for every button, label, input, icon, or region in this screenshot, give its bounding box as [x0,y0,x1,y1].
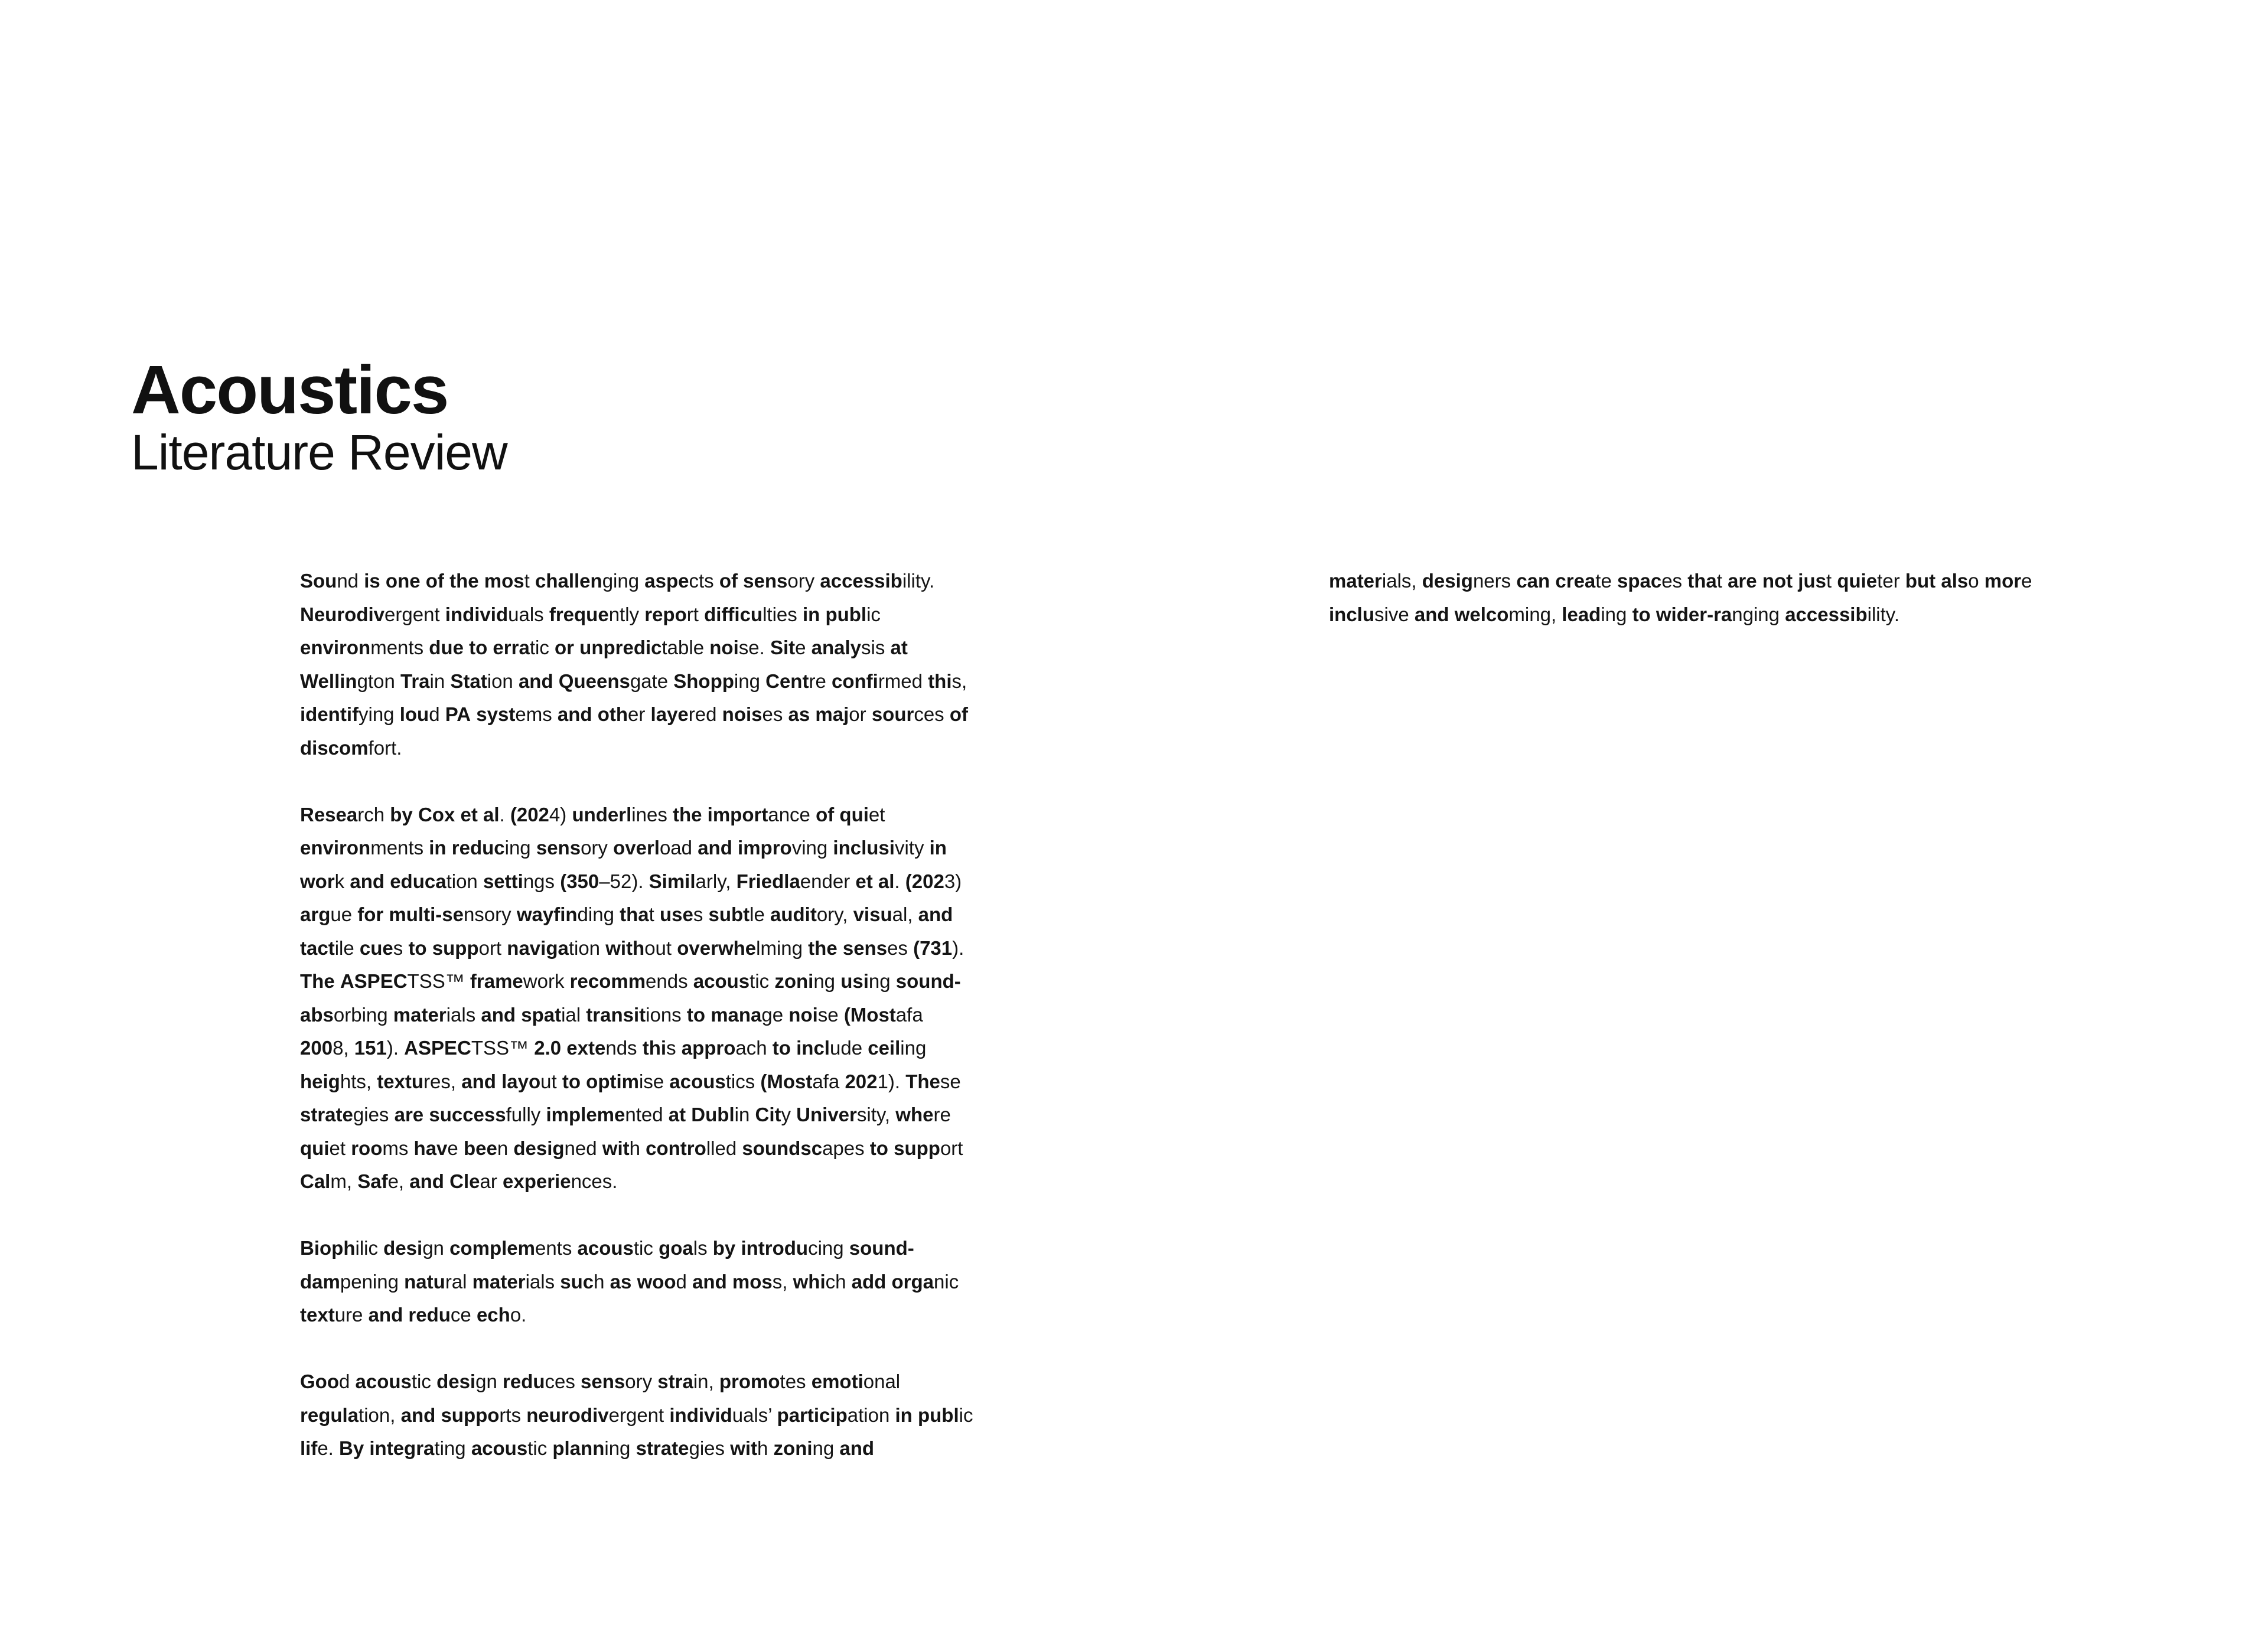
page-title: Acoustics [131,351,448,428]
left-text-column [300,564,973,1466]
paragraph-research: Research by Cox et al. (2024) underlines the importance of quiet environments in reducing sensory overload and improving inclusivity in work and education settings (350–52). Similarly, Friedlaender et al. (2023) argue for multi-sensory wayfinding that uses subtle auditory, visual, and tactile cues to support navigation without overwhelming the senses (731). [300,803,964,959]
paragraph-gap [300,1199,973,1232]
paragraph-continuation: materials, designers can create spaces that are not just quieter but also more inclusive and welcoming, leading to wider-ranging accessibility. [1329,570,2032,625]
paragraph-aspectss: The ASPECTSS™ framework recommends acoustic zoning using sound-absorbing materials and spatial transitions to manage noise (Mostafa 2008, 151). ASPECTSS™ 2.0 extends this approach to include ceiling heights, textures, and layout to optimise acoustics (Mostafa 2021). These strategies are successfully implemented at Dublin City University, where quiet rooms have been designed with controlled soundscapes to support Calm, Safe, and Clear experiences. [300,970,963,1192]
right-text-column [1329,564,2055,631]
paragraph-gap [300,1332,973,1366]
paragraph-gap [300,765,973,798]
page-heading [131,351,507,480]
paragraph-biophilic: Biophilic design complements acoustic goals by introducing sound-dampening natural materials such as wood and moss, which add organic texture and reduce echo. [300,1237,959,1326]
paragraph-sound-accessibility: Sound is one of the most challenging aspects of sensory accessibility. Neurodivergent individuals frequently report difficulties in public environments due to erratic or unpredictable noise. Site analysis at Wellington Train Station and Queensgate Shopping Centre confirmed this, identifying loud PA systems and other layered noises as major sources of discomfort. [300,570,969,759]
page-subtitle: Literature Review [131,425,507,480]
paragraph-good-acoustic-design: Good acoustic design reduces sensory strain, promotes emotional regulation, and supports neurodivergent individuals’ participation in public life. By integrating acoustic planning strategies with zoning and [300,1371,973,1459]
